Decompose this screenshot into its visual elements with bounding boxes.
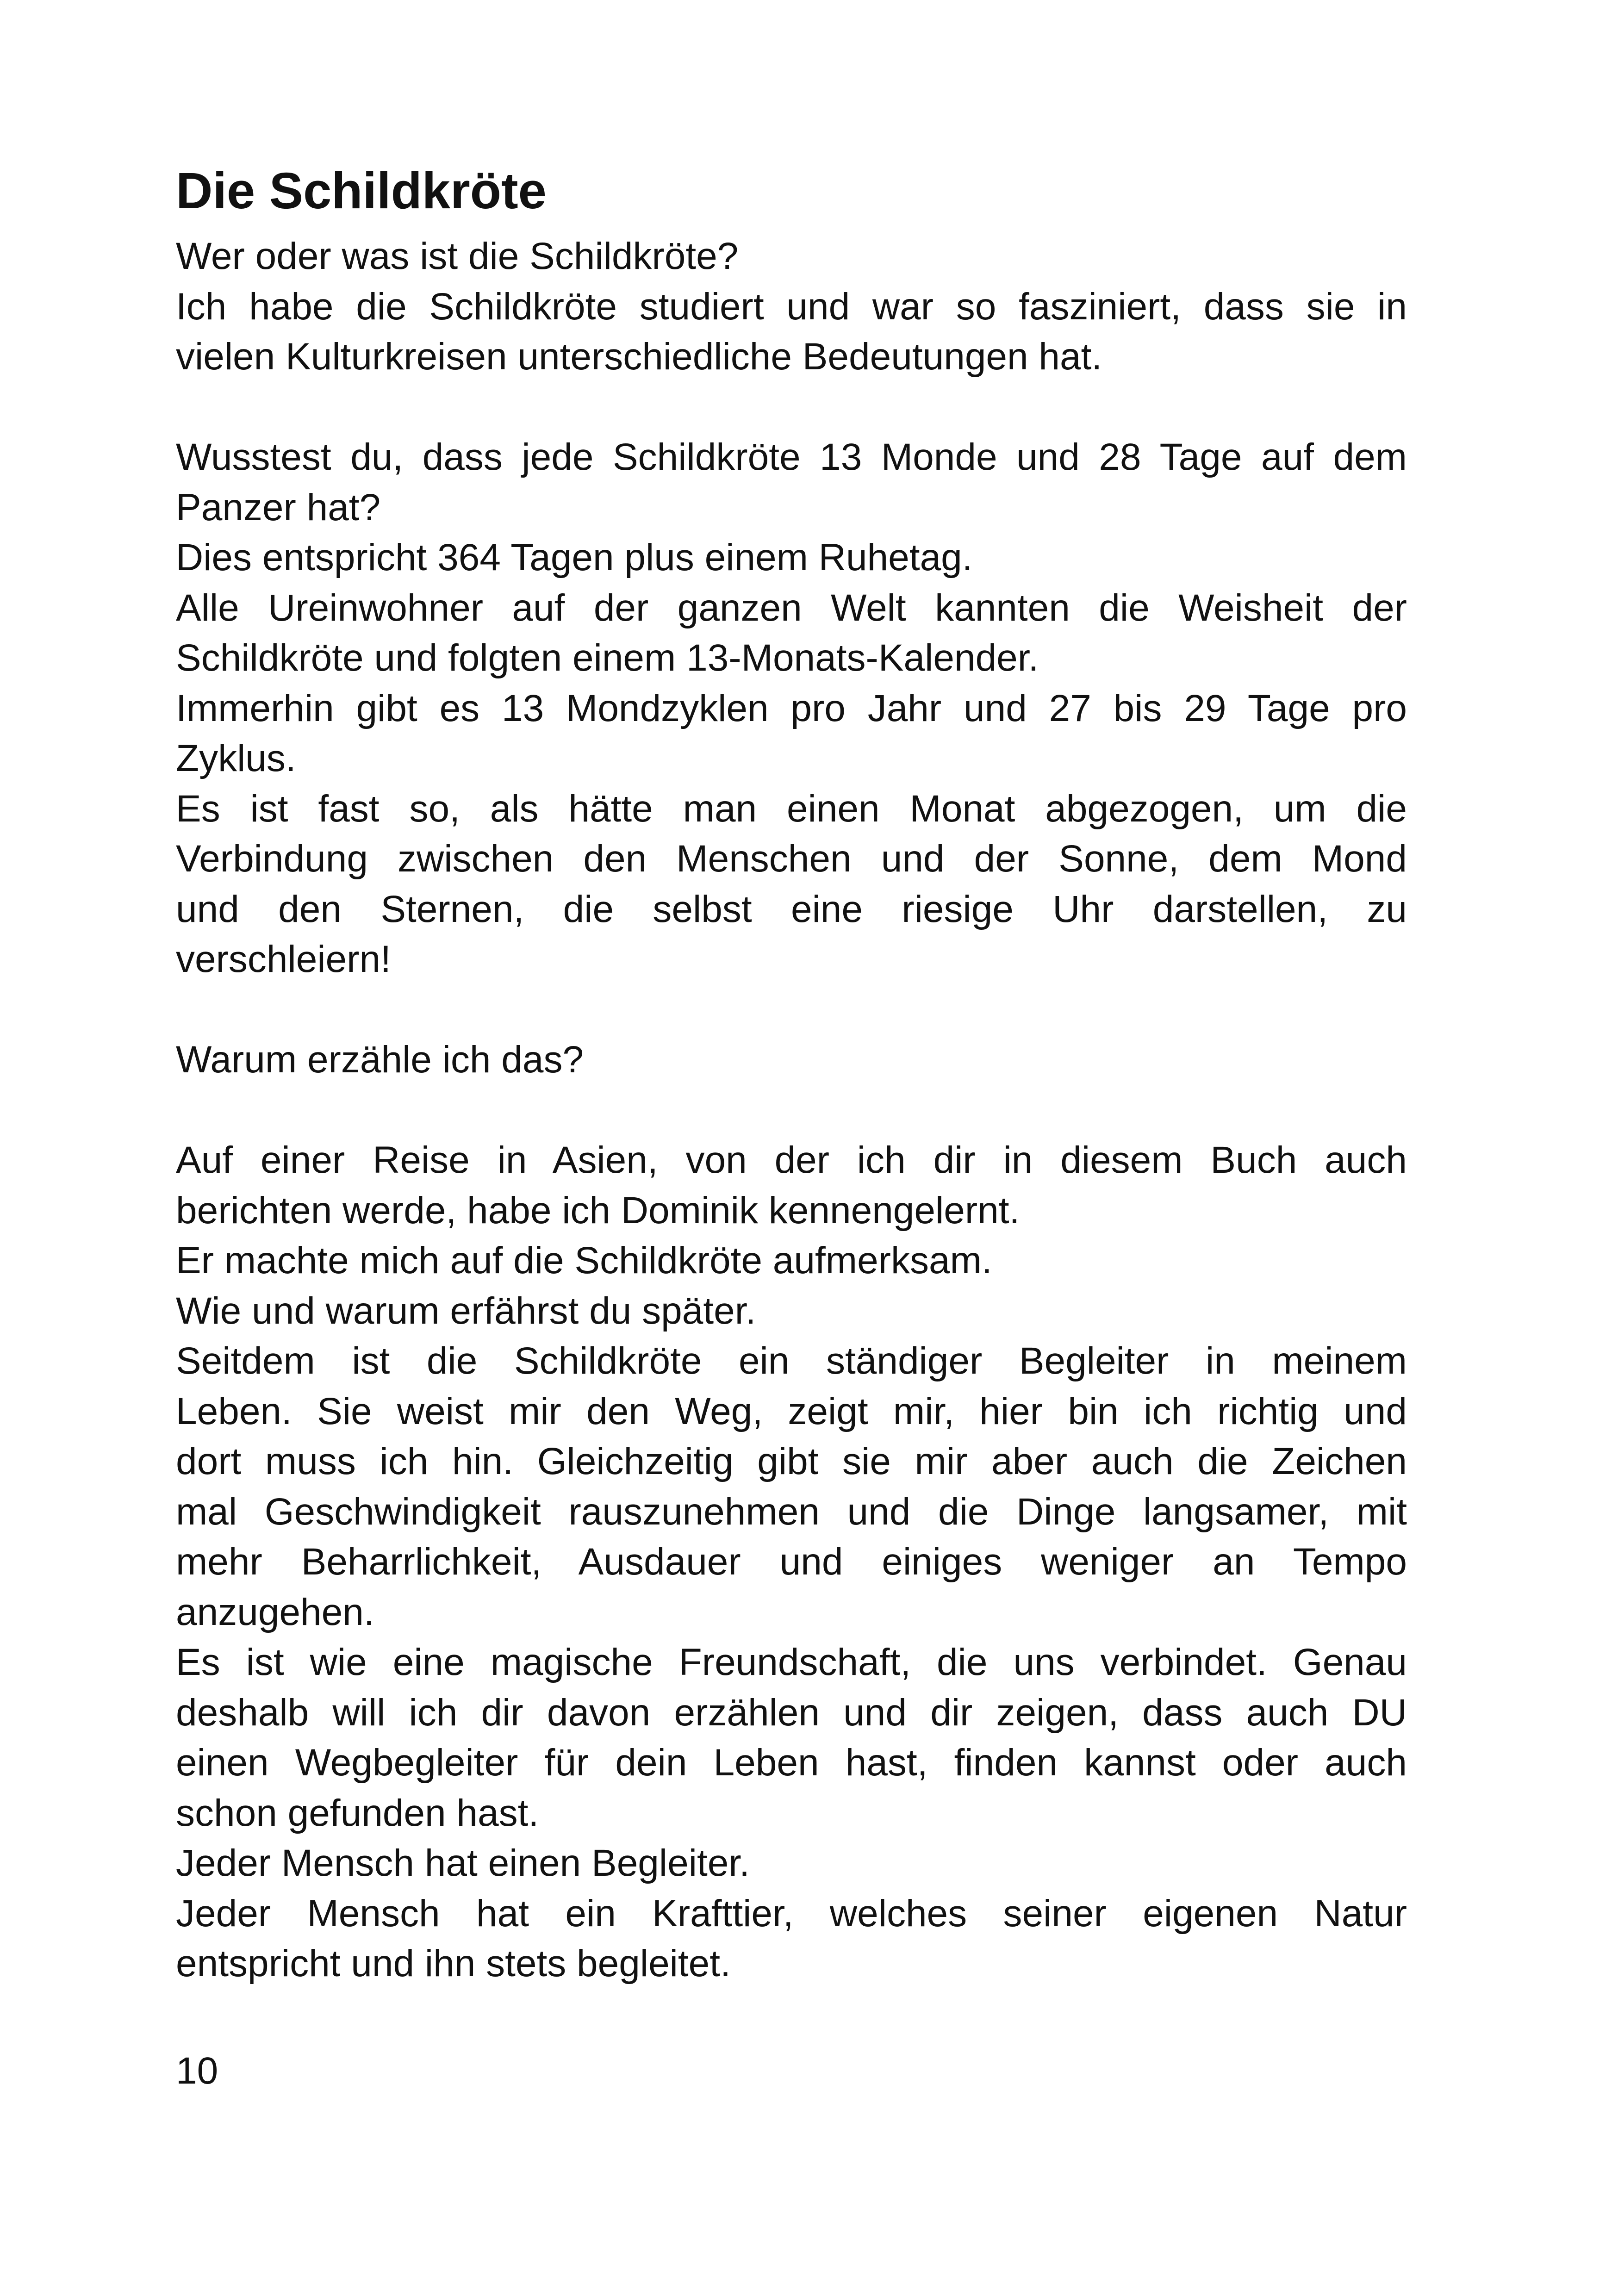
text-line: Er machte mich auf die Schildkröte aufmerksam. <box>176 1239 992 1282</box>
text-line: vielen Kulturkreisen unterschiedliche Bedeutungen hat. <box>176 336 1102 378</box>
text-line: Wer oder was ist die Schildkröte? <box>176 235 739 277</box>
text-line: mehr Beharrlichkeit, Ausdauer und einiges weniger an Tempo <box>176 1541 1407 1583</box>
paragraph-gap <box>176 985 1407 1035</box>
text-line: deshalb will ich dir davon erzählen und dir zeigen, dass auch DU <box>176 1691 1407 1734</box>
text-line: Wusstest du, dass jede Schildkröte 13 Monde und 28 Tage auf dem <box>176 436 1407 478</box>
text-line: Warum erzähle ich das? <box>176 1039 584 1081</box>
text-line: mal Geschwindigkeit rauszunehmen und die Dinge langsamer, mit <box>176 1490 1407 1533</box>
text-line: Verbindung zwischen den Menschen und der Sonne, dem Mond <box>176 838 1407 880</box>
text-line: Ich habe die Schildkröte studiert und war so fasziniert, dass sie in <box>176 285 1407 328</box>
text-line: schon gefunden hast. <box>176 1792 539 1834</box>
text-line: Dies entspricht 364 Tagen plus einem Ruhetag. <box>176 536 973 579</box>
text-line: dort muss ich hin. Gleichzeitig gibt sie mir aber auch die Zeichen <box>176 1440 1407 1482</box>
paragraph-gap <box>176 1085 1407 1136</box>
text-line: Schildkröte und folgten einem 13-Monats-Kalender. <box>176 637 1039 679</box>
text-line: Jeder Mensch hat ein Krafttier, welches seiner eigenen Natur <box>176 1892 1407 1935</box>
text-line: Zyklus. <box>176 737 296 779</box>
text-line: Seitdem ist die Schildkröte ein ständiger Begleiter in meinem <box>176 1340 1407 1382</box>
text-line: Auf einer Reise in Asien, von der ich dir in diesem Buch auch <box>176 1139 1407 1181</box>
text-line: Jeder Mensch hat einen Begleiter. <box>176 1842 750 1884</box>
chapter-title: Die Schildkröte <box>176 162 547 219</box>
text-line: Es ist fast so, als hätte man einen Monat abgezogen, um die <box>176 787 1407 830</box>
text-line: Immerhin gibt es 13 Mondzyklen pro Jahr und 27 bis 29 Tage pro <box>176 687 1407 729</box>
text-line: einen Wegbegleiter für dein Leben hast, finden kannst oder auch <box>176 1742 1407 1784</box>
text-line: Es ist wie eine magische Freundschaft, die uns verbindet. Genau <box>176 1641 1407 1683</box>
text-line: Wie und warum erfährst du später. <box>176 1289 756 1332</box>
text-line: verschleiern! <box>176 938 391 980</box>
text-line: Alle Ureinwohner auf der ganzen Welt kannten die Weisheit der <box>176 586 1407 629</box>
text-line: anzugehen. <box>176 1591 374 1633</box>
text-line: entspricht und ihn stets begleitet. <box>176 1942 731 1985</box>
text-line: berichten werde, habe ich Dominik kennengelernt. <box>176 1189 1020 1232</box>
paragraph-gap <box>176 382 1407 433</box>
page-number: 10 <box>176 2050 218 2092</box>
text-line: Panzer hat? <box>176 486 381 529</box>
text-line: und den Sternen, die selbst eine riesige Uhr darstellen, zu <box>176 888 1407 930</box>
body-text <box>176 231 1407 1989</box>
text-line: Leben. Sie weist mir den Weg, zeigt mir, hier bin ich richtig und <box>176 1390 1407 1432</box>
